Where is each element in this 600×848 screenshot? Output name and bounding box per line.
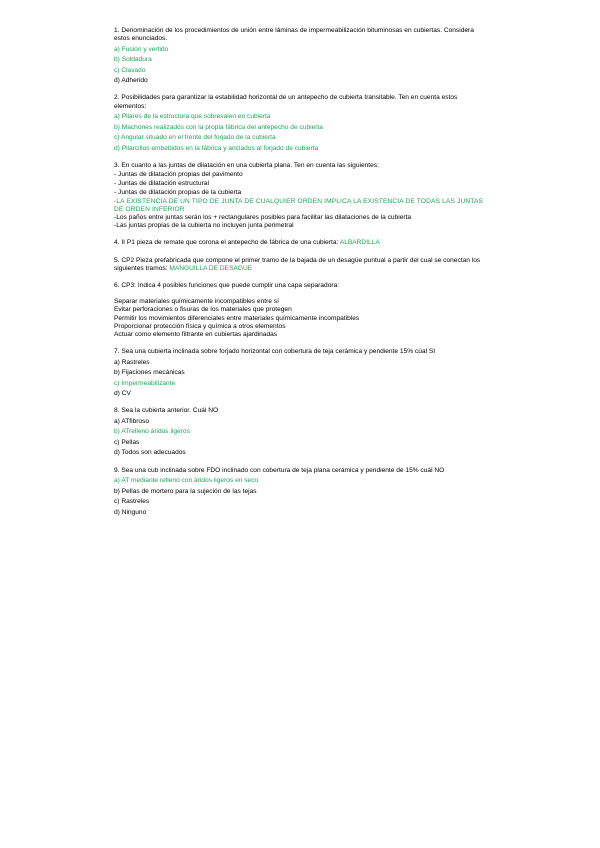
question-2 [114,94,486,152]
question-6-item-5: Actuar como elemento filtrante en cubiertas ajardinadas [114,331,278,339]
question-1-option-d: d) Adherido [114,77,148,85]
question-2-option-a: a) Pilares de la estructura que sobresalen en cubierta [114,113,271,121]
question-8-option-b: b) ATrelleno áridos ligeros [114,428,190,436]
question-8 [114,407,486,457]
question-1-option-c: c) Clavado [114,66,146,74]
question-3-answer: -LA EXISTENCIA DE UN TIPO DE JUNTA DE CUALQUIER ORDEN IMPLICA LA EXISTENCIA DE TODAS LAS JUNTAS DE ORDEN INFERIOR [114,197,484,213]
question-5-answer: MANGUILLA DE DESAGUE [169,264,253,272]
document-page [114,27,486,526]
question-9-option-a: a) AT mediante relleno con áridos ligeros en seco [114,477,259,485]
question-1-text: 1. Denominación de los procedimientos de unión entre láminas de impermeabilización bituminosas en cubiertas. Considera estos enunciados. [114,27,474,43]
question-3-item-3: - Juntas de dilatación propias de la cubierta [114,189,242,197]
question-4-text: 4. II P1 pieza de remate que corona el antepecho de fábrica de una cubierta: [114,239,340,247]
question-8-text: 8. Sea la cubierta anterior. Cuál NO [114,407,219,415]
question-6-item-4: Proporcionar protección física y química a otros elementos [114,322,286,330]
question-1-option-a: a) Fusión y vertido [114,45,169,53]
question-9-text: 9. Sea una cub inclinada sobre FDO inclinado con cobertura de teja plana cerámica y pendiente de 15% cuál NO [114,466,445,474]
question-4-answer: ALBARDILLA [339,239,380,247]
question-5 [114,257,486,273]
question-7-text: 7. Sea una cubierta inclinada sobre forjado horizontal con cobertura de teja cerámica y pendiente 15% cúal SI [114,348,436,356]
question-6-item-3: Permitir los movimientos diferenciales entre materiales químicamente incompatibles [114,314,360,322]
question-6 [114,282,486,339]
question-8-option-c: c) Pellas [114,438,140,446]
question-7-option-b: b) Fijaciones mecánicas [114,369,185,377]
question-1-option-b: b) Soldadura [114,56,152,64]
question-3-item-2: - Juntas de dilatación estructural [114,180,209,188]
question-2-option-c: c) Angular situado en el frente del forjado de la cubierta [114,134,276,142]
question-3-note-1: -Los paños entre juntas serán los + rectangulares posibles para facilitar las dilataciones de la cubierta [114,214,412,222]
question-2-option-b: b) Machones realizados con la propia fábrica del antepecho de cubierta [114,123,323,131]
question-9-option-c: c) Rastreles [114,498,150,506]
question-8-option-a: a) ATfibroso [114,417,150,425]
question-3 [114,162,486,231]
question-1 [114,27,486,85]
question-5-text: 5. CP2 Pieza prefabricada que compone el primer tramo de la bajada de un desagüe puntual a partir del cual se conectan los siguientes tramos: [114,256,481,272]
question-3-item-1: - Juntas de dilatación propias del pavimento [114,171,243,179]
question-2-text: 2. Posibilidades para garantizar la estabilidad horizontal de un antepecho de cubierta transitable. Ten en cuenta estos elementos: [114,94,458,110]
question-7-option-a: a) Rastreles [114,358,150,366]
question-9-option-d: d) Ninguno [114,508,147,516]
question-7 [114,348,486,398]
question-3-note-2: -Las juntas propias de la cubierta no incluyen junta perimetral [114,222,294,230]
question-4 [114,239,486,247]
question-7-option-d: d) CV [114,390,131,398]
question-9-option-b: b) Pellas de mortero para la sujeción de las tejas [114,487,257,495]
question-6-item-1: Separar materiales químicamente incompatibles entre sí [114,298,279,306]
question-9 [114,467,486,517]
question-7-option-c: c) Impermeabilizante [114,379,176,387]
question-6-item-2: Evitar perforaciones o fisuras de los materiales que protegen [114,306,292,314]
question-6-text: 6. CP3: Indica 4 posibles funciones que puede cumplir una capa separadora: [114,282,340,290]
question-3-text: 3. En cuanto a las juntas de dilatación en una cubierta plana. Ten en cuenta las siguientes: [114,161,379,169]
question-8-option-d: d) Todos son adecuados [114,449,186,457]
question-2-option-d: d) Pilarcillos embebidos en la fábrica y anclados al forjado de cubierta [114,144,319,152]
